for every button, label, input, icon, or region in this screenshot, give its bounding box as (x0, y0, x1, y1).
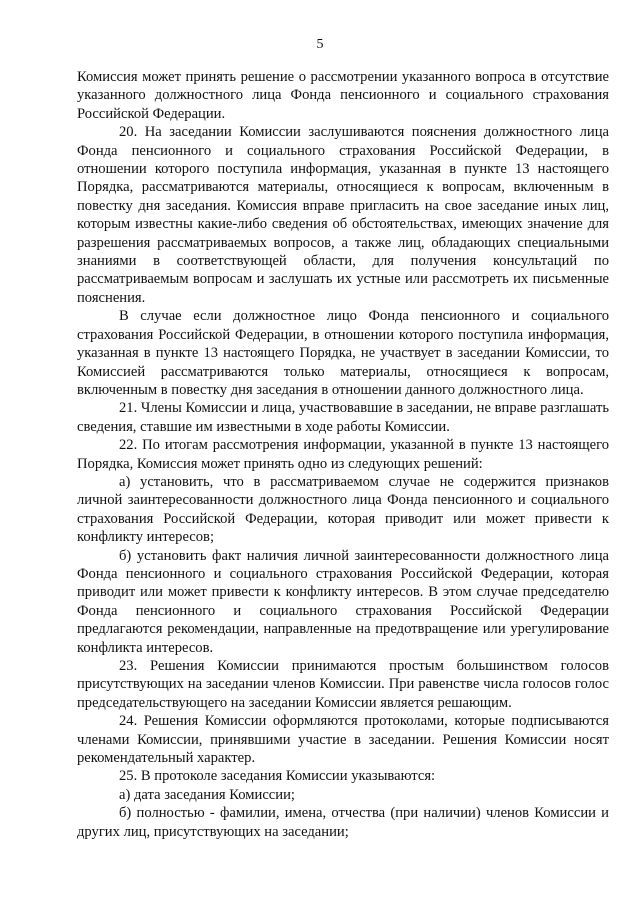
paragraph-item-22-a: а) установить, что в рассматриваемом случае не содержится признаков личной заинтересованности должностного лица Фонда пенсионного и социального страхования Российской Федерации, которая приводит или может привести к конфликту интересов; (77, 473, 609, 546)
paragraph-item-24: 24. Решения Комиссии оформляются протоколами, которые подписываются членами Комиссии, принявшими участие в заседании. Решения Комиссии носят рекомендательный характер. (77, 713, 609, 767)
document-body (77, 68, 609, 841)
paragraph-item-22: 22. По итогам рассмотрения информации, указанной в пункте 13 настоящего Порядка, Комиссия может принять одно из следующих решений: (77, 437, 609, 472)
paragraph-item-20: 20. На заседании Комиссии заслушиваются пояснения должностного лица Фонда пенсионного и социального страхования Российской Федерации, в отношении которого поступила информация, указанная в пункте 13 настоящего Порядка, рассматриваются материалы, относящиеся к вопросам, включенным в повестку дня заседания. Комиссия вправе пригласить на свое заседание иных лиц, которым известны какие-либо сведения об обстоятельствах, имеющих значение для разрешения рассматриваемых вопросов, а также лиц, обладающих специальными знаниями в соответствующей области, для получения консультаций по рассматриваемым вопросам и заслушать их устные или рассмотреть их письменные пояснения. (77, 124, 609, 306)
paragraph-item-25: 25. В протоколе заседания Комиссии указываются: (119, 768, 436, 785)
paragraph-item-22-b: б) установить факт наличия личной заинтересованности должностного лица Фонда пенсионного и социального страхования Российской Федерации, которая приводит или может привести к конфликту интересов. В этом случае председателю Фонда пенсионного и социального страхования Российской Федерации предлагаются рекомендации, направленные на предотвращение или урегулирование конфликта интересов. (77, 547, 609, 656)
paragraph-item-21: 21. Члены Комиссии и лица, участвовавшие в заседании, не вправе разглашать сведения, ставшие им известными в ходе работы Комиссии. (77, 400, 609, 435)
paragraph-item-23: 23. Решения Комиссии принимаются простым большинством голосов присутствующих на заседании членов Комиссии. При равенстве числа голосов голос председательствующего на заседании Комиссии является решающим. (77, 658, 609, 711)
paragraph-item-25-b: б) полностью - фамилии, имена, отчества (при наличии) членов Комиссии и других лиц, присутствующих на заседании; (77, 805, 609, 840)
paragraph-commission-absence: Комиссия может принять решение о рассмотрении указанного вопроса в отсутствие указанного должностного лица Фонда пенсионного и социального страхования Российской Федерации. (77, 69, 609, 122)
paragraph-item-20-absence-case: В случае если должностное лицо Фонда пенсионного и социального страхования Российской Федерации, в отношении которого поступила информация, указанная в пункте 13 настоящего Порядка, не участвует в заседании Комиссии, то Комиссией рассматриваются только материалы, относящиеся к вопросам, включенным в повестку дня заседания в отношении данного должностного лица. (77, 308, 609, 398)
paragraph-item-25-a: а) дата заседания Комиссии; (119, 786, 295, 803)
page-number: 5 (316, 37, 324, 52)
